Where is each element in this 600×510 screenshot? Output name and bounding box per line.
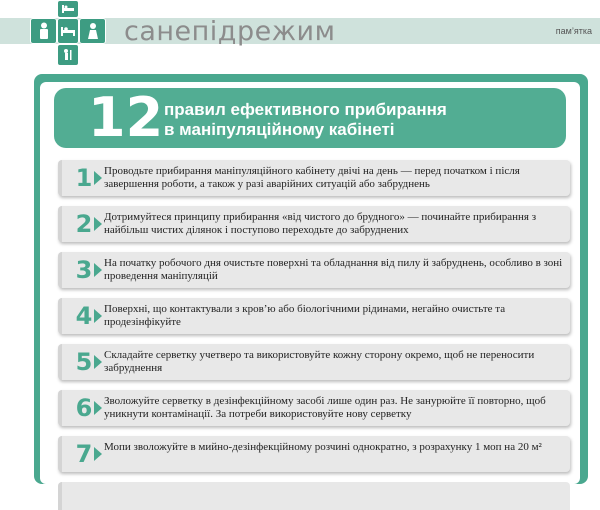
rule-item: [58, 344, 570, 380]
rule-item: [58, 298, 570, 334]
rule-item-partial: [58, 482, 570, 510]
rule-text: Проводьте прибирання маніпуляційного кабінету двічі на день — перед початком і після завершення роботи, а також у разі аварійних ситуацій або забруднень: [104, 165, 520, 190]
title-line-2: в маніпуляційному кабінеті: [164, 120, 395, 139]
rule-number: 7: [68, 439, 100, 469]
brand-title: санепідрежим: [124, 16, 336, 47]
title-heading: [164, 100, 554, 140]
rule-text: Складайте серветку учетверо та використовуйте кожну сторону окремо, щоб не переносити забруднення: [104, 349, 535, 374]
rule-number: 4: [68, 301, 100, 331]
title-line-1: правил ефективного прибирання: [164, 100, 447, 119]
rule-text: Зволожуйте серветку в дезінфекційному засобі лише один раз. Не занурюйте її повторно, щоб уникнути контамінації. За потреби використовуйте нову серветку: [104, 395, 546, 420]
bed-icon: [57, 0, 79, 18]
rule-item: [58, 206, 570, 242]
logo-cross: [30, 0, 110, 66]
title-number: 12: [88, 86, 164, 149]
rule-number: 1: [68, 163, 100, 193]
rule-item: [58, 390, 570, 426]
rule-text: Мопи зволожуйте в мийно-дезінфекційному розчині однократно, з розрахунку 1 моп на 20 м²: [104, 441, 542, 453]
header: [0, 0, 600, 70]
rule-number: 2: [68, 209, 100, 239]
rule-item: [58, 160, 570, 196]
doctor-icon: [30, 18, 57, 44]
section-tag: пам’ятка: [555, 26, 592, 36]
rule-item: [58, 252, 570, 288]
rule-text: На початку робочого дня очистьте поверхні та обладнання від пилу й забруднень, особливо в зоні проведення маніпуляцій: [104, 257, 563, 282]
hospital-bed-icon: [57, 18, 79, 44]
cleaning-icon: [57, 44, 79, 66]
nurse-icon: [79, 18, 106, 44]
rules-list: [58, 160, 570, 510]
rule-number: 6: [68, 393, 100, 423]
rule-number: 5: [68, 347, 100, 377]
rule-text: Дотримуйтеся принципу прибирання «від чистого до брудного» — починайте прибирання з найбільш чистих ділянок і поступово переходьте до забруднених: [104, 211, 537, 236]
rule-item: [58, 436, 570, 472]
rule-text: Поверхні, що контактували з кров’ю або біологічними рідинами, негайно очистьте та продезінфікуйте: [104, 303, 506, 328]
rule-number: 3: [68, 255, 100, 285]
